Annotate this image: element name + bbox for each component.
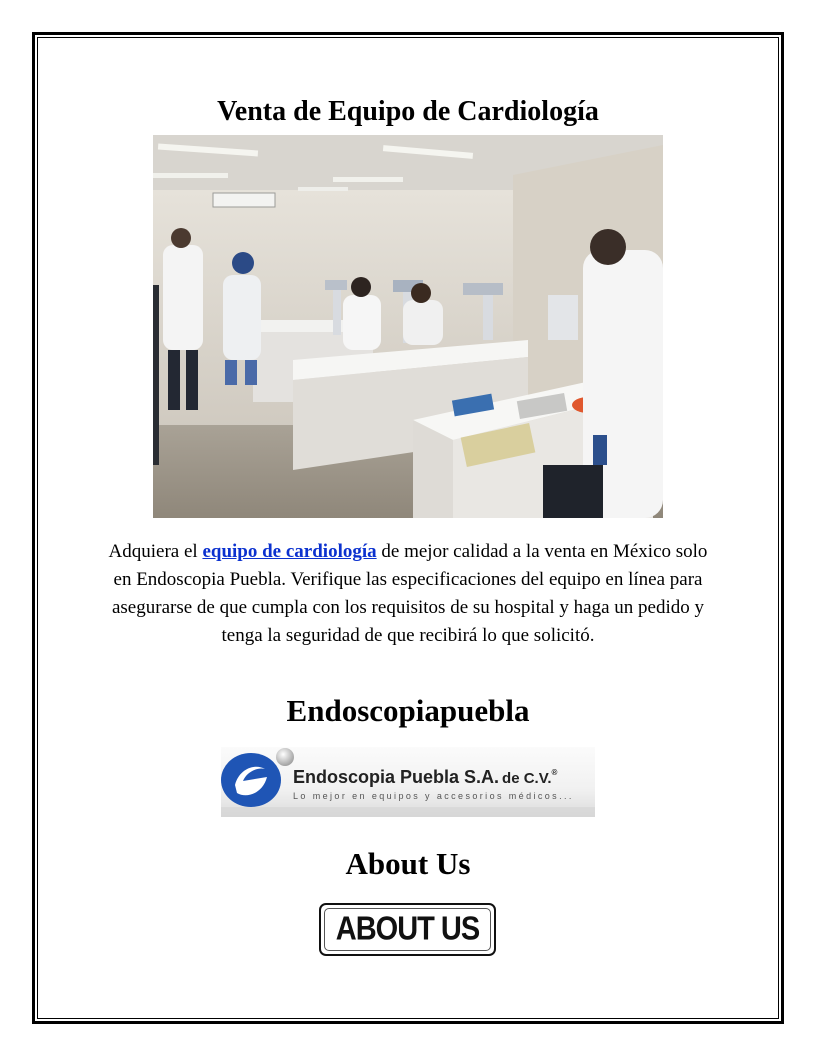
logo-registered-mark: ® [551, 768, 558, 777]
paragraph-text-before-link: Adquiera el [108, 541, 203, 562]
cardiology-equipment-link[interactable]: equipo de cardiología [202, 541, 377, 562]
paragraph-text-after-link: de mejor calidad a la venta en México solo en Endoscopia Puebla. Verifique las especificaciones del equipo en línea para asegurarse de que cumpla con los requisitos de su hospital y haga un pedido y tenga la seguridad de que recibirá lo que solicitó. [111, 541, 708, 646]
description-paragraph [100, 538, 716, 650]
logo-name-part2: de C.V. [502, 770, 552, 787]
company-heading: Endoscopiapuebla [286, 693, 530, 728]
logo-name-part1: Endoscopia Puebla S.A. [293, 767, 500, 787]
company-logo [221, 747, 595, 817]
svg-text:Endoscopia Puebla S.A.de C.V.® [293, 767, 558, 787]
about-us-button[interactable] [319, 903, 496, 956]
about-heading: About Us [345, 846, 471, 881]
about-us-button-label: ABOUT US [335, 910, 480, 948]
page-title: Venta de Equipo de Cardiología [217, 96, 599, 127]
laboratory-photo [153, 135, 663, 518]
logo-tagline: Lo mejor en equipos y accesorios médicos... [293, 791, 574, 801]
